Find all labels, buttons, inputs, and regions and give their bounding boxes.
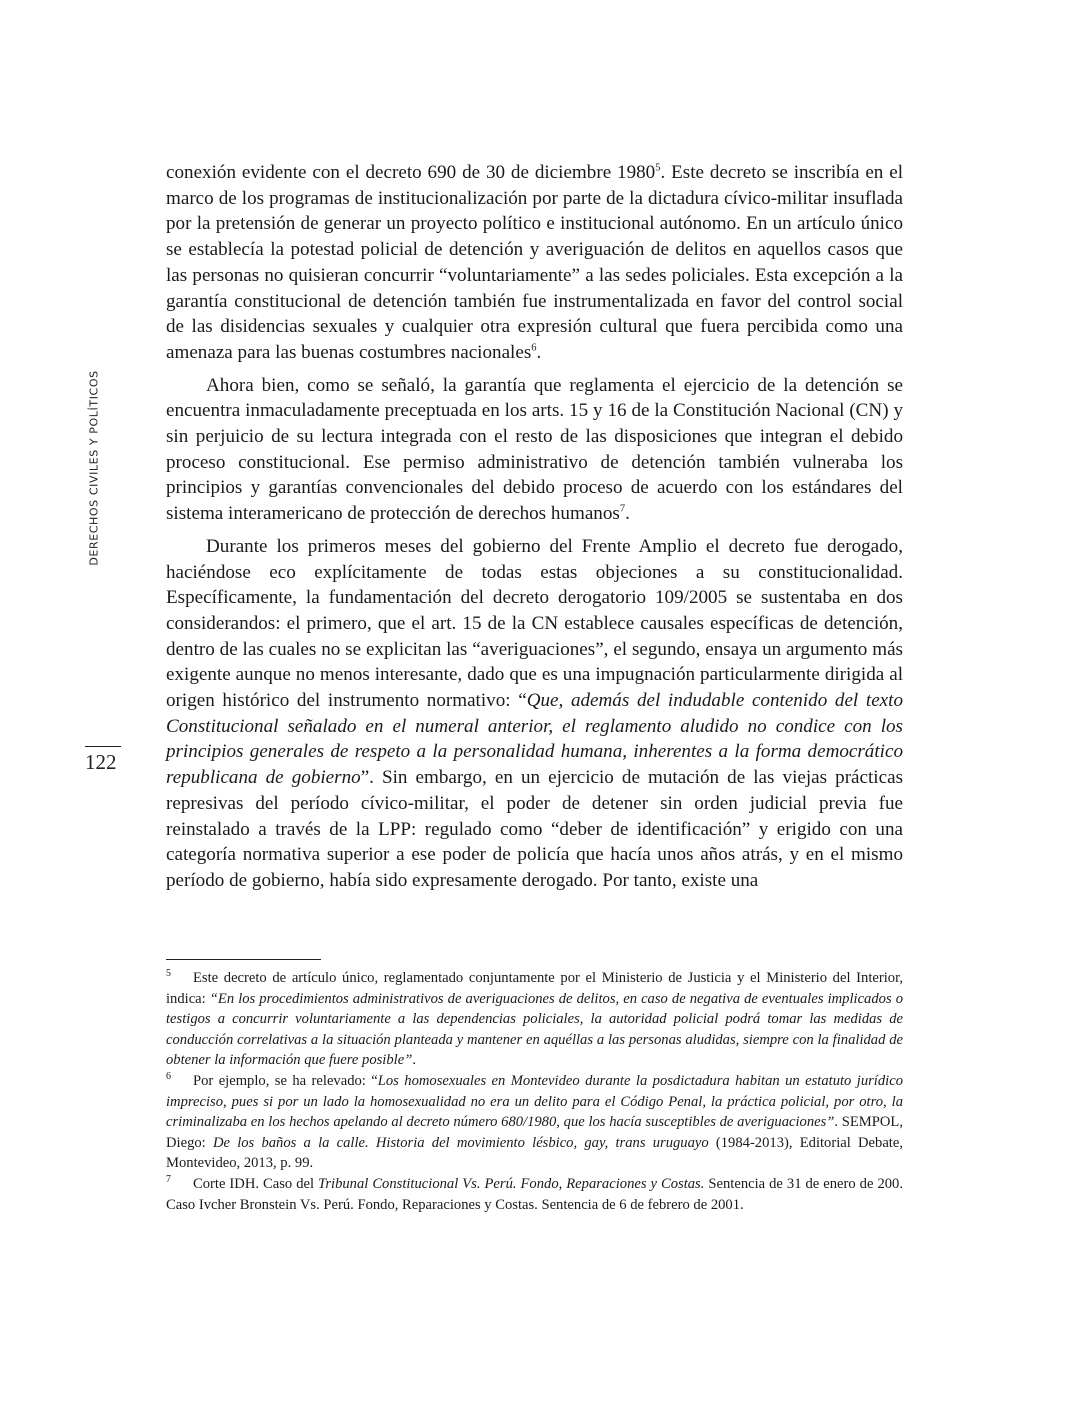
footnote-6: 6 Por ejemplo, se ha relevado: “Los homosexuales en Montevideo durante la posdictadura habitan un estatuto jurídico impreciso, pues si por un lado la homosexualidad no era un delito para el Código Penal, la práctica policial, por otro, la criminalizaba en los hechos apelando al decreto número 680/1980, que los hacía susceptibles de averiguaciones”. SEMPOL, Diego: De los baños a la calle. Historia del movimiento lésbico, gay, trans uruguayo (1984-2013), Editorial Debate, Montevideo, 2013, p. 99. (166, 1071, 903, 1172)
footnote-text: Corte IDH. Caso del (193, 1175, 319, 1192)
footnote-text: Este decreto de artículo único, reglamentado conjuntamente por el Ministerio de Justicia y el Ministerio del Interior, indica: (166, 970, 903, 1007)
quoted-text: Que, además del indudable contenido del texto Constitucional señalado en el numeral anterior, el reglamento aludido no condice con los principios generales de respeto a la personalidad humana, inherentes a la forma democrático republicana de gobierno (166, 690, 903, 789)
paragraph-text: . Este decreto se inscribía en el marco de los programas de institucionalización por parte de la dictadura cívico-militar insuflada por la pretensión de generar un proyecto político e institucional autónomo. En un artículo único se establecía la potestad policial de detención y averiguación de delitos en aquellos casos que las personas no quisieran concurrir “voluntariamente” a las sedes policiales. Esta excepción a la garantía constitucional de detención también fue instrumentalizada en favor del control social de las disidencias sexuales y cualquier otra expresión cultural que fuera percibida como una amenaza para las buenas costumbres nacionales (166, 162, 904, 363)
body-text (166, 160, 903, 894)
paragraph-3 (166, 534, 903, 894)
paragraph-1 (166, 160, 903, 366)
paragraph-text: Ahora bien, como se señaló, la garantía que reglamenta el ejercicio de la detención se encuentra inmaculadamente preceptuada en los arts. 15 y 16 de la Constitución Nacional (CN) y sin perjuicio de su lectura integrada con el resto de las disposiciones que integran el debido proceso constitucional. Ese permiso administrativo de detención también vulneraba los principios y garantías convencionales del debido proceso de acuerdo con los estándares del sistema interamericano de protección de derechos humanos (166, 374, 903, 525)
footnote-text: . (412, 1052, 416, 1069)
footnote-ref: 6 (531, 342, 537, 354)
paragraph-text: ”. Sin embargo, en un ejercicio de mutación de las viejas prácticas represivas del período cívico-militar, el poder de detener sin orden judicial previa fue reinstalado a través de la LPP: regulado como “deber de identificación” y erigido con una categoría normativa superior a ese poder de policía que hacía unos años atrás, y en el mismo período de gobierno, había sido expresamente derogado. Por tanto, existe una (166, 767, 903, 891)
footnote-5: 5 Este decreto de artículo único, reglamentado conjuntamente por el Ministerio de Justicia y el Ministerio del Interior, indica: “En los procedimientos administrativos de averiguaciones de delitos, en caso de negativa de eventuales implicados o testigos a concurrir voluntariamente a las dependencias policiales, la autoridad policial podrá tomar las medidas de conducción correlativas a la situación planteada y mantener en aquéllas a las personas aludidas, siempre con la finalidad de obtener la información que fuere posible”. (166, 968, 903, 1069)
paragraph-text: . (625, 503, 630, 525)
footnote-text: Sentencia de 31 de enero de 200. Caso Ivcher Bronstein Vs. Perú. Fondo, Reparaciones y Costas. Sentencia de 6 de febrero de 2001. (166, 1175, 903, 1213)
footnote-text: (1984-2013), Editorial Debate, Montevideo, 2013, p. 99. (166, 1134, 903, 1172)
paragraph-text: . (536, 341, 542, 363)
footnote-quote: “En los procedimientos administrativos de averiguaciones de delitos, en caso de negativa de eventuales implicados o testigos a concurrir voluntariamente a las dependencias policiales, la autoridad policial podrá tomar las medidas de conducción correlativas a la situación planteada y mantener en aquéllas a las personas aludidas, siempre con la finalidad de obtener la información que fuere posible” (166, 990, 903, 1069)
paragraph-text: conexión evidente con el decreto 690 de 30 de diciembre 1980 (166, 162, 656, 183)
footnote-quote: Los homosexuales en Montevideo durante la posdictadura habitan un estatuto jurídico impreciso, pues si por un lado la homosexualidad no era un delito para el Código Penal, la práctica policial, por otro, la criminalizaba en los hechos apelando al decreto número 680/1980, que los hacía susceptibles de averiguaciones” (166, 1072, 903, 1131)
footnotes (166, 968, 903, 1215)
footnote-text: . SEMPOL, Diego: (166, 1114, 903, 1151)
footnote-7: 7 Corte IDH. Caso del Tribunal Constitucional Vs. Perú. Fondo, Reparaciones y Costas. Sentencia de 31 de enero de 200. Caso Ivcher Bronstein Vs. Perú. Fondo, Reparaciones y Costas. Sentencia de 6 de febrero de 2001. (166, 1174, 903, 1213)
paragraph-2 (166, 373, 903, 527)
footnote-ref: 5 (655, 162, 661, 174)
paragraph-text: Durante los primeros meses del gobierno del Frente Amplio el decreto fue derogado, haciéndose eco explícitamente de todas estas objeciones a su constitucionalidad. Específicamente, la fundamentación del decreto derogatorio 109/2005 se sustentaba en dos considerandos: el primero, que el art. 15 de la CN establece causales específicas de detención, dentro de las cuales no se explicitan las “averiguaciones”, el segundo, ensaya un argumento más exigente aunque no menos interesante, dado que es una impugnación particularmente dirigida al origen histórico del instrumento normativo: “ (166, 535, 903, 712)
footnote-ref: 7 (619, 503, 626, 515)
page-number: 122 (85, 750, 117, 774)
running-header-text: DERECHOS CIVILES Y POLÍTICOS (87, 370, 101, 566)
page-number-rule (85, 746, 121, 747)
footnote-title: Tribunal Constitucional Vs. Perú. Fondo, Reparaciones y Costas. (318, 1175, 705, 1192)
footnote-title: De los baños a la calle. Historia del movimiento lésbico, gay, trans uruguayo (212, 1134, 709, 1151)
footnote-separator (166, 959, 321, 960)
footnote-text: Por ejemplo, se ha relevado: “ (193, 1072, 378, 1089)
